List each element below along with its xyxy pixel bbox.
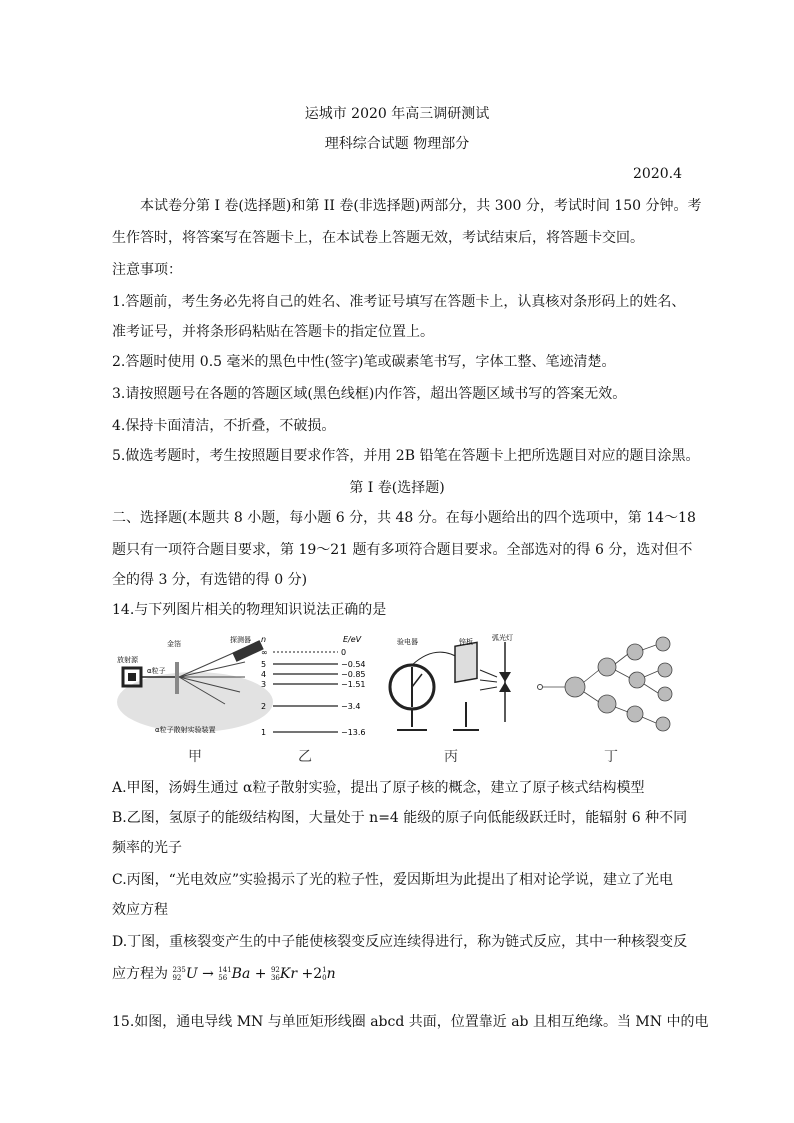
page-title: 运城市 2020 年高三调研测试 [304, 106, 490, 122]
energy-level-value: −0.54 [341, 660, 366, 669]
energy-level-n: 1 [261, 728, 267, 737]
label-detector: 探测器 [230, 636, 251, 644]
figure-energy-levels [253, 632, 373, 740]
energy-level-value: −3.4 [341, 702, 361, 711]
figure-label: 丙 [444, 749, 458, 765]
energy-level-value: −0.85 [341, 670, 366, 679]
label-foil: 金箔 [167, 640, 181, 648]
figure-label: 丁 [604, 749, 618, 765]
section-instruction: 二、选择题(本题共 8 小题，每小题 6 分，共 48 分。在每小题给出的四个选项中，第 14～18 [112, 510, 696, 526]
energy-level-value: 0 [341, 648, 347, 657]
fission-equation: 235 92 U → 141 56 Ba + 92 36 Kr +2 1 0 n [172, 966, 336, 982]
note-item: 4.保持卡面清洁，不折叠，不破损。 [112, 418, 336, 434]
note-item: 3.请按照题号在各题的答题区域(黑色线框)内作答，超出答题区域书写的答案无效。 [112, 386, 627, 402]
energy-level-n: 4 [261, 670, 267, 679]
label-lamp: 弧光灯 [492, 634, 513, 642]
note-item: 准考证号，并将条形码粘贴在答题卡的指定位置上。 [112, 324, 434, 340]
note-item: 5.做选考题时，考生按照题目要求作答，并用 2B 铅笔在答题卡上把所选题目对应的题目涂黑。 [112, 448, 700, 464]
figure-label: 甲 [188, 749, 202, 765]
question-14-figures [115, 632, 685, 765]
energy-level-n: 2 [261, 702, 267, 711]
option-b: B.乙图，氢原子的能级结构图，大量处于 n=4 能级的原子向低能级跃迁时，能辐射 6 种不同 [112, 810, 688, 826]
option-c: C.丙图，“光电效应”实验揭示了光的粒子性，爱因斯坦为此提出了相对论学说，建立了光电 [112, 872, 673, 888]
note-item: 2.答题时使用 0.5 毫米的黑色中性(签字)笔或碳素笔书写，字体工整、笔迹清楚。 [112, 354, 616, 370]
energy-level-value: −13.6 [341, 728, 366, 737]
intro-line: 本试卷分第 I 卷(选择题)和第 II 卷(非选择题)两部分，共 300 分，考试时间 150 分钟。考 [140, 198, 702, 214]
intro-line: 生作答时，将答案写在答题卡上，在本试卷上答题无效，考试结束后，将答题卡交回。 [112, 230, 644, 246]
energy-level-n: 5 [261, 660, 267, 669]
figure-caption: α粒子散射实验装置 [155, 726, 216, 734]
figure-photoelectric [377, 632, 527, 740]
option-d [112, 964, 682, 984]
option-d: D.丁图，重核裂变产生的中子能使核裂变反应连续得进行，称为链式反应，其中一种核裂变反 [112, 934, 688, 950]
energy-level-n: 3 [261, 680, 267, 689]
figure-chain-reaction [535, 632, 685, 740]
option-b: 频率的光子 [112, 840, 182, 856]
label-source: 放射源 [117, 656, 138, 664]
n-header: n [261, 635, 267, 644]
label-particle: α粒子 [147, 667, 166, 675]
page-subtitle: 理科综合试题 物理部分 [324, 136, 470, 152]
question-14-stem: 14.与下列图片相关的物理知识说法正确的是 [112, 602, 387, 618]
figure-alpha-scattering [115, 632, 275, 740]
label-plate: 锌板 [459, 638, 473, 646]
notes-heading: 注意事项： [112, 262, 182, 278]
energy-level-value: −1.51 [341, 680, 366, 689]
option-c: 效应方程 [112, 902, 168, 918]
figure-label: 乙 [298, 749, 312, 765]
section-title: 第 I 卷(选择题) [349, 480, 445, 496]
question-15-stem: 15.如图，通电导线 MN 与单匝矩形线圈 abcd 共面，位置靠近 ab 且相互绝缘。当 MN 中的电 [112, 1014, 709, 1030]
label-electroscope: 验电器 [397, 638, 418, 646]
section-instruction: 题只有一项符合题目要求，第 19～21 题有多项符合题目要求。全部选对的得 6 分，选对但不 [112, 542, 693, 558]
option-a: A.甲图，汤姆生通过 α粒子散射实验，提出了原子核的概念，建立了原子核式结构模型 [112, 780, 645, 796]
section-instruction: 全的得 3 分，有选错的得 0 分) [112, 572, 308, 588]
e-header: E/eV [343, 635, 362, 644]
option-d-text: 应方程为 [112, 966, 168, 982]
exam-date: 2020.4 [633, 166, 682, 182]
energy-level-n: ∞ [261, 648, 268, 657]
note-item: 1.答题前，考生务必先将自己的姓名、准考证号填写在答题卡上，认真核对条形码上的姓名、 [112, 294, 686, 310]
